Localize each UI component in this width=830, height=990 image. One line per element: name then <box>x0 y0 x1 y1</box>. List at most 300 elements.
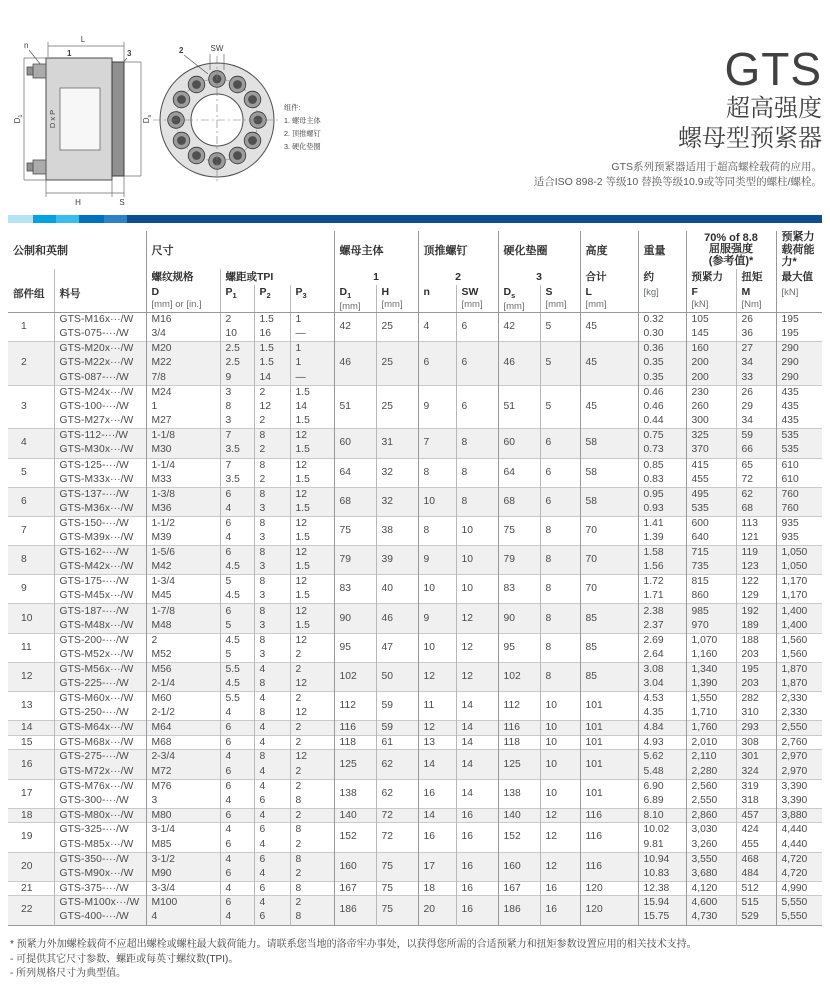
cell-part-group: 12 <box>8 662 54 691</box>
cell-p2: 4 <box>254 867 290 882</box>
table-row <box>8 546 822 561</box>
label-2: 2 <box>179 46 184 55</box>
cell-thread-d: 2-3/4 <box>146 750 220 765</box>
cell-n: 16 <box>418 823 456 852</box>
cell-d1: 75 <box>334 516 376 545</box>
cell-d1: 167 <box>334 881 376 896</box>
cell-p1: 6 <box>220 808 254 823</box>
table-row <box>8 721 822 736</box>
cell-part-no: GTS-125-···/W <box>54 458 146 473</box>
cell-part-no: GTS-M39x···/W <box>54 531 146 546</box>
cell-max-capacity: 1,400 <box>776 619 822 634</box>
subhead-preload: 预紧力 <box>686 269 736 285</box>
cell-p2: 8 <box>254 706 290 721</box>
cell-p1: 4 <box>220 750 254 765</box>
cell-thread-d: M48 <box>146 619 220 634</box>
cell-ds: 95 <box>498 633 540 662</box>
cell-p1: 4 <box>220 794 254 809</box>
cell-thread-d: M76 <box>146 779 220 794</box>
cell-p2: 8 <box>254 575 290 590</box>
cell-p3: — <box>290 370 334 385</box>
legend-item-2: 2. 顶推螺钉 <box>284 129 321 138</box>
cell-p3: 12 <box>290 633 334 648</box>
bar-segment <box>79 215 104 223</box>
jack-bolt-top-head <box>27 67 33 75</box>
cell-torque-m: 301 <box>736 750 776 765</box>
cell-thread-d: M24 <box>146 385 220 400</box>
cell-p2: 3 <box>254 589 290 604</box>
subhead-pitch-tpi: 螺距或TPI <box>220 269 334 285</box>
cell-p1: 6 <box>220 765 254 780</box>
cell-p3: 12 <box>290 429 334 444</box>
section-weight: 重量 <box>638 231 686 269</box>
cell-weight: 2.38 <box>638 604 686 619</box>
cell-d1: 140 <box>334 808 376 823</box>
cell-max-capacity: 435 <box>776 385 822 400</box>
cell-n: 9 <box>418 385 456 429</box>
cell-p2: 4 <box>254 896 290 911</box>
cell-d1: 51 <box>334 385 376 429</box>
cell-preload-f: 640 <box>686 531 736 546</box>
cell-d1: 116 <box>334 721 376 736</box>
cell-sw: 16 <box>456 881 498 896</box>
cell-preload-f: 1,390 <box>686 677 736 692</box>
cell-part-no: GTS-275-···/W <box>54 750 146 765</box>
cell-part-no: GTS-175-···/W <box>54 575 146 590</box>
cell-p2: 2 <box>254 414 290 429</box>
cell-p1: 4 <box>220 706 254 721</box>
cell-part-no: GTS-200-···/W <box>54 633 146 648</box>
cell-preload-f: 815 <box>686 575 736 590</box>
cell-max-capacity: 2,330 <box>776 706 822 721</box>
cell-p3: 1 <box>290 312 334 327</box>
table-row <box>8 516 822 531</box>
cell-max-capacity: 290 <box>776 356 822 371</box>
cell-p3: 8 <box>290 881 334 896</box>
cell-weight: 1.39 <box>638 531 686 546</box>
cell-h: 32 <box>376 487 418 516</box>
cell-preload-f: 1,710 <box>686 706 736 721</box>
empty-cell <box>54 269 146 285</box>
cell-torque-m: 65 <box>736 458 776 473</box>
cell-p1: 4.5 <box>220 560 254 575</box>
col-header-h: H [mm] <box>376 285 418 313</box>
cell-preload-f: 715 <box>686 546 736 561</box>
cell-part-no: GTS-M20x···/W <box>54 341 146 356</box>
cell-max-capacity: 290 <box>776 341 822 356</box>
yield-line-1: 70% of 8.8 <box>704 231 758 244</box>
color-bar <box>8 215 822 223</box>
yield-line-3: (参考值)* <box>708 254 754 267</box>
header-row-subheads <box>8 269 822 285</box>
cell-part-no: GTS-M85x···/W <box>54 837 146 852</box>
cell-part-group: 6 <box>8 487 54 516</box>
cell-l: 70 <box>580 575 638 604</box>
jack-bolt-top <box>33 64 46 78</box>
cell-l: 116 <box>580 808 638 823</box>
cell-preload-f: 2,560 <box>686 779 736 794</box>
cell-p3: 8 <box>290 852 334 867</box>
cell-p1: 4 <box>220 823 254 838</box>
cell-thread-d: 2-1/4 <box>146 677 220 692</box>
cell-weight: 4.84 <box>638 721 686 736</box>
cell-part-group: 1 <box>8 312 54 341</box>
col-header-max: [kN] <box>776 285 822 313</box>
product-desc-line2: 适合ISO 898-2 等级10 替换等级10.9或等同类型的螺柱/螺栓。 <box>533 176 822 188</box>
cell-max-capacity: 1,870 <box>776 662 822 677</box>
cell-max-capacity: 2,330 <box>776 692 822 707</box>
cell-part-group: 16 <box>8 750 54 779</box>
cell-p2: 2 <box>254 473 290 488</box>
cell-thread-d: 3-1/4 <box>146 823 220 838</box>
cell-part-group: 14 <box>8 721 54 736</box>
cell-weight: 2.37 <box>638 619 686 634</box>
subhead-num2: 2 <box>418 269 498 285</box>
cell-thread-d: M80 <box>146 808 220 823</box>
cell-thread-d: M72 <box>146 765 220 780</box>
table-row <box>8 808 822 823</box>
cell-s: 8 <box>540 546 580 575</box>
table-head <box>8 231 822 312</box>
table-row <box>8 487 822 502</box>
cell-weight: 8.10 <box>638 808 686 823</box>
cell-h: 46 <box>376 604 418 633</box>
cell-weight: 3.04 <box>638 677 686 692</box>
cell-p2: 14 <box>254 370 290 385</box>
cell-d1: 138 <box>334 779 376 808</box>
cell-h: 40 <box>376 575 418 604</box>
footnotes <box>10 938 822 982</box>
cell-h: 62 <box>376 750 418 779</box>
subhead-total: 合计 <box>580 269 638 285</box>
cell-part-group: 21 <box>8 881 54 896</box>
cell-max-capacity: 535 <box>776 443 822 458</box>
cell-p3: 12 <box>290 604 334 619</box>
cell-p1: 4 <box>220 531 254 546</box>
cell-p1: 6 <box>220 837 254 852</box>
cell-p3: 1.5 <box>290 502 334 517</box>
cell-part-group: 11 <box>8 633 54 662</box>
subhead-num1: 1 <box>334 269 418 285</box>
cell-d1: 118 <box>334 735 376 750</box>
cell-part-no: GTS-M42x···/W <box>54 560 146 575</box>
cell-thread-d: 2 <box>146 633 220 648</box>
cell-torque-m: 59 <box>736 429 776 444</box>
cell-d1: 90 <box>334 604 376 633</box>
cell-h: 72 <box>376 823 418 852</box>
cell-p1: 3.5 <box>220 443 254 458</box>
cell-thread-d: 1-1/8 <box>146 429 220 444</box>
cell-max-capacity: 195 <box>776 312 822 327</box>
table-row <box>8 385 822 400</box>
cell-thread-d: M42 <box>146 560 220 575</box>
cell-p3: 12 <box>290 458 334 473</box>
col-header-p1: $P_1$ <box>220 285 254 313</box>
cell-thread-d: M39 <box>146 531 220 546</box>
cell-max-capacity: 3,390 <box>776 779 822 794</box>
cell-p3: 14 <box>290 400 334 415</box>
cell-weight: 4.93 <box>638 735 686 750</box>
cell-preload-f: 160 <box>686 341 736 356</box>
cell-part-no: GTS-M72x···/W <box>54 765 146 780</box>
cell-p3: 1.5 <box>290 560 334 575</box>
subhead-thread-spec: 螺纹规格 <box>146 269 220 285</box>
cell-part-no: GTS-137-···/W <box>54 487 146 502</box>
cell-l: 85 <box>580 604 638 633</box>
cell-n: 7 <box>418 429 456 458</box>
table-row <box>8 633 822 648</box>
cell-n: 12 <box>418 662 456 691</box>
cell-sw: 12 <box>456 662 498 691</box>
technical-drawing <box>12 30 334 210</box>
cell-preload-f: 200 <box>686 356 736 371</box>
cell-s: 8 <box>540 633 580 662</box>
cell-preload-f: 1,550 <box>686 692 736 707</box>
cell-d1: 60 <box>334 429 376 458</box>
cell-p3: 1.5 <box>290 385 334 400</box>
cell-p1: 5 <box>220 619 254 634</box>
cell-l: 101 <box>580 692 638 721</box>
cell-h: 25 <box>376 312 418 341</box>
cell-p3: 1.5 <box>290 473 334 488</box>
cell-part-no: GTS-M27x···/W <box>54 414 146 429</box>
cell-p1: 3 <box>220 414 254 429</box>
cell-h: 38 <box>376 516 418 545</box>
cell-h: 62 <box>376 779 418 808</box>
cell-s: 12 <box>540 808 580 823</box>
cell-part-group: 5 <box>8 458 54 487</box>
cell-max-capacity: 2,550 <box>776 721 822 736</box>
cell-torque-m: 129 <box>736 589 776 604</box>
cell-sw: 8 <box>456 487 498 516</box>
cell-p2: 8 <box>254 429 290 444</box>
cell-torque-m: 293 <box>736 721 776 736</box>
cell-l: 120 <box>580 881 638 896</box>
cell-s: 5 <box>540 341 580 385</box>
cell-torque-m: 318 <box>736 794 776 809</box>
cell-s: 16 <box>540 896 580 925</box>
cell-weight: 1.58 <box>638 546 686 561</box>
subhead-torque: 扭矩 <box>736 269 776 285</box>
cell-thread-d: 3 <box>146 794 220 809</box>
product-subtitle-2: 螺母型预紧器 <box>678 125 822 152</box>
cell-part-no: GTS-M30x···/W <box>54 443 146 458</box>
cell-ds: 125 <box>498 750 540 779</box>
cell-ds: 75 <box>498 516 540 545</box>
cell-thread-d: M16 <box>146 312 220 327</box>
col-header-f: F [kN] <box>686 285 736 313</box>
cell-part-no: GTS-375-···/W <box>54 881 146 896</box>
cell-p2: 1.5 <box>254 312 290 327</box>
cell-torque-m: 68 <box>736 502 776 517</box>
table-row <box>8 852 822 867</box>
cell-preload-f: 260 <box>686 400 736 415</box>
label-3: 3 <box>127 49 132 58</box>
cell-p1: 6 <box>220 487 254 502</box>
cell-torque-m: 123 <box>736 560 776 575</box>
cell-p1: 6 <box>220 604 254 619</box>
product-subtitle-1: 超高强度 <box>726 95 822 122</box>
cell-p3: 2 <box>290 837 334 852</box>
cell-l: 70 <box>580 546 638 575</box>
cell-s: 8 <box>540 662 580 691</box>
cell-weight: 4.35 <box>638 706 686 721</box>
cell-sw: 14 <box>456 692 498 721</box>
cell-part-no: GTS-225-···/W <box>54 677 146 692</box>
cell-max-capacity: 1,870 <box>776 677 822 692</box>
bar-segment <box>8 215 33 223</box>
cell-h: 32 <box>376 458 418 487</box>
cell-n: 9 <box>418 546 456 575</box>
cell-n: 8 <box>418 516 456 545</box>
cell-thread-d: M36 <box>146 502 220 517</box>
cell-part-no: GTS-187-···/W <box>54 604 146 619</box>
cell-p2: 6 <box>254 852 290 867</box>
cell-sw: 10 <box>456 575 498 604</box>
cell-max-capacity: 435 <box>776 400 822 415</box>
cell-weight: 0.85 <box>638 458 686 473</box>
cell-thread-d: 1 <box>146 400 220 415</box>
cell-l: 58 <box>580 487 638 516</box>
cell-preload-f: 495 <box>686 487 736 502</box>
cell-p2: 3 <box>254 531 290 546</box>
cell-weight: 5.62 <box>638 750 686 765</box>
yield-line-2: 屈服强度 <box>709 243 753 255</box>
product-title: GTS <box>724 43 822 95</box>
cell-l: 101 <box>580 750 638 779</box>
cell-h: 61 <box>376 735 418 750</box>
cell-d1: 186 <box>334 896 376 925</box>
cell-max-capacity: 3,390 <box>776 794 822 809</box>
cell-thread-d: 1-3/8 <box>146 487 220 502</box>
header-row-columns <box>8 285 822 313</box>
table-row <box>8 692 822 707</box>
cell-l: 45 <box>580 341 638 385</box>
cell-d1: 160 <box>334 852 376 881</box>
cell-preload-f: 230 <box>686 385 736 400</box>
cell-d1: 83 <box>334 575 376 604</box>
cell-preload-f: 415 <box>686 458 736 473</box>
cell-l: 45 <box>580 385 638 429</box>
cell-d1: 79 <box>334 546 376 575</box>
cell-p1: 4.5 <box>220 677 254 692</box>
cell-p3: 2 <box>290 765 334 780</box>
section-capacity: 预紧力载荷能力* <box>776 231 822 269</box>
cell-preload-f: 1,340 <box>686 662 736 677</box>
cell-thread-d: M33 <box>146 473 220 488</box>
cell-torque-m: 512 <box>736 881 776 896</box>
cell-part-group: 3 <box>8 385 54 429</box>
cell-preload-f: 3,680 <box>686 867 736 882</box>
cell-weight: 0.46 <box>638 400 686 415</box>
cell-sw: 6 <box>456 312 498 341</box>
cell-max-capacity: 2,760 <box>776 735 822 750</box>
cell-s: 10 <box>540 779 580 808</box>
cell-weight: 10.94 <box>638 852 686 867</box>
cell-ds: 140 <box>498 808 540 823</box>
legend-item-1: 1. 螺母主体 <box>284 116 321 125</box>
legend-title: 组件: <box>284 103 301 112</box>
cell-thread-d: M68 <box>146 735 220 750</box>
bar-segment <box>127 215 822 223</box>
col-header-part-no: 料号 <box>54 285 146 313</box>
cell-preload-f: 1,160 <box>686 648 736 663</box>
cell-thread-d: 3/4 <box>146 327 220 342</box>
cell-torque-m: 455 <box>736 837 776 852</box>
cell-p3: 2 <box>290 808 334 823</box>
cell-p1: 10 <box>220 327 254 342</box>
cell-h: 39 <box>376 546 418 575</box>
cell-preload-f: 535 <box>686 502 736 517</box>
cell-p2: 4 <box>254 662 290 677</box>
cell-max-capacity: 5,550 <box>776 910 822 925</box>
bar-segment <box>56 215 79 223</box>
cell-sw: 10 <box>456 516 498 545</box>
label-SW: SW <box>210 44 224 53</box>
cell-s: 12 <box>540 823 580 852</box>
cell-part-no: GTS-M45x···/W <box>54 589 146 604</box>
cell-torque-m: 457 <box>736 808 776 823</box>
cell-n: 17 <box>418 852 456 881</box>
cell-thread-d: M60 <box>146 692 220 707</box>
cell-part-no: GTS-100-···/W <box>54 400 146 415</box>
product-desc-line1: GTS系列预紧器适用于超高螺栓载荷的应用。 <box>611 161 822 173</box>
cell-p2: 1.5 <box>254 341 290 356</box>
cell-torque-m: 203 <box>736 648 776 663</box>
col-header-ds: $D_s$ [mm] <box>498 285 540 313</box>
cell-ds: 83 <box>498 575 540 604</box>
table-row <box>8 458 822 473</box>
cell-max-capacity: 1,560 <box>776 633 822 648</box>
cell-p2: 8 <box>254 604 290 619</box>
cell-weight: 0.30 <box>638 327 686 342</box>
cell-s: 12 <box>540 852 580 881</box>
cell-weight: 10.83 <box>638 867 686 882</box>
cell-weight: 4.53 <box>638 692 686 707</box>
cell-l: 58 <box>580 429 638 458</box>
cell-max-capacity: 290 <box>776 370 822 385</box>
cell-sw: 14 <box>456 735 498 750</box>
cell-p3: 8 <box>290 910 334 925</box>
col-header-d1: $D_1$ [mm] <box>334 285 376 313</box>
col-header-s: S [mm] <box>540 285 580 313</box>
cell-weight: 0.75 <box>638 429 686 444</box>
cell-max-capacity: 935 <box>776 531 822 546</box>
cell-thread-d: M22 <box>146 356 220 371</box>
cell-s: 8 <box>540 516 580 545</box>
cell-ds: 64 <box>498 458 540 487</box>
cell-part-no: GTS-M64x···/W <box>54 721 146 736</box>
cell-p2: 4 <box>254 735 290 750</box>
empty-cell <box>8 269 54 285</box>
cell-part-no: GTS-M60x···/W <box>54 692 146 707</box>
cell-weight: 1.71 <box>638 589 686 604</box>
cell-p3: 2 <box>290 662 334 677</box>
cell-p1: 5 <box>220 648 254 663</box>
cell-preload-f: 3,550 <box>686 852 736 867</box>
cell-part-no: GTS-075-···/W <box>54 327 146 342</box>
cell-p1: 6 <box>220 721 254 736</box>
cell-p2: 4 <box>254 837 290 852</box>
cell-p2: 4 <box>254 779 290 794</box>
cell-preload-f: 2,860 <box>686 808 736 823</box>
cell-part-no: GTS-M22x···/W <box>54 356 146 371</box>
cell-p3: 1 <box>290 341 334 356</box>
cell-n: 16 <box>418 779 456 808</box>
label-H: H <box>75 198 81 207</box>
table-row <box>8 735 822 750</box>
cell-p2: 8 <box>254 516 290 531</box>
